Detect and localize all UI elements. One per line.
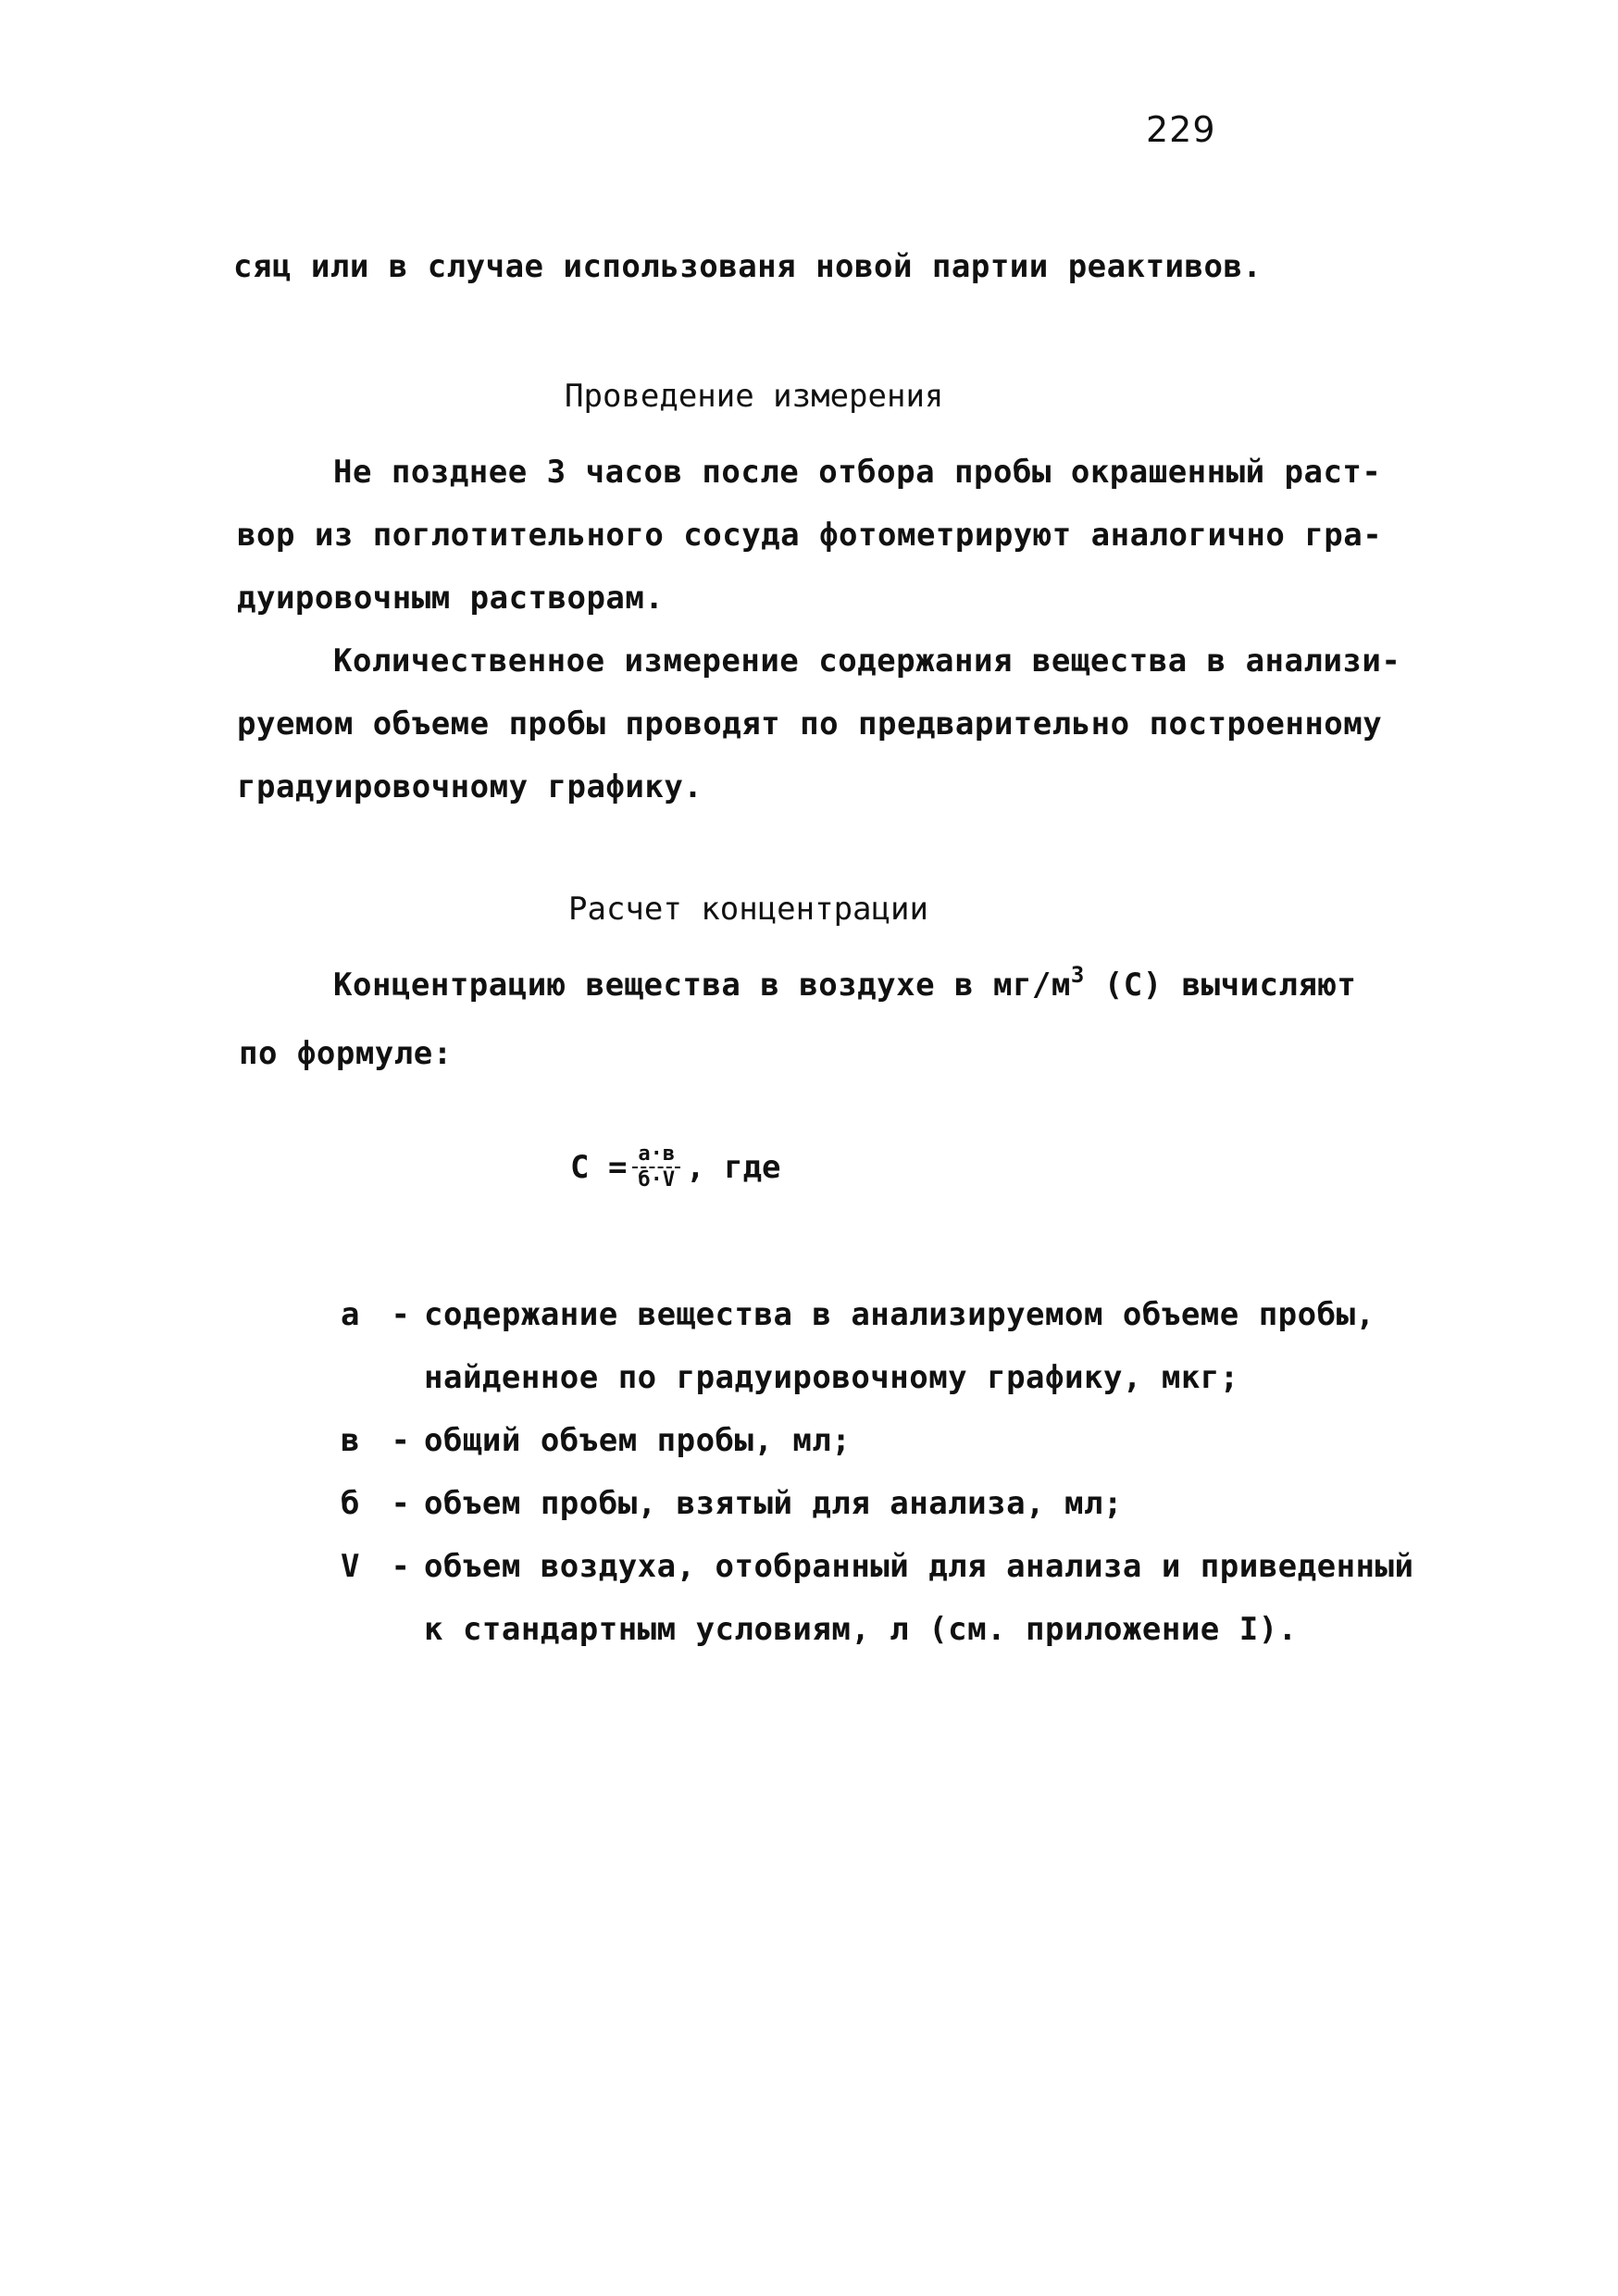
- definition-item: [341, 1296, 1375, 1333]
- definition-text: содержание вещества в анализируемом объеме пробы,: [424, 1296, 1375, 1333]
- page-number: 229: [1146, 109, 1216, 150]
- section-heading-measurement: Проведение измерения: [565, 378, 944, 415]
- definition-symbol: V: [341, 1548, 360, 1585]
- definition-text: объем пробы, взятый для анализа, мл;: [424, 1485, 1123, 1522]
- paragraph-line: градуировочному графику.: [237, 768, 703, 805]
- definition-dash: -: [391, 1422, 411, 1459]
- formula-denominator: б·V: [638, 1168, 676, 1192]
- definition-dash: -: [391, 1548, 411, 1585]
- paragraph-line: дуировочным растворам.: [237, 580, 665, 617]
- section-heading-calculation: Расчет концентрации: [568, 891, 928, 928]
- paragraph-line: вор из поглотительного сосуда фотометрируют аналогично гра-: [237, 517, 1383, 554]
- formula-fraction: [632, 1144, 680, 1191]
- formula-lhs: С =: [570, 1149, 628, 1186]
- formula: [570, 1144, 781, 1191]
- definition-item: [341, 1485, 1123, 1522]
- definition-dash: -: [391, 1296, 411, 1333]
- definition-text: объем воздуха, отобранный для анализа и приведенный: [424, 1548, 1414, 1585]
- concentration-text-tail: (С) вычисляют: [1084, 967, 1357, 1004]
- paragraph-line: руемом объеме пробы проводят по предварительно построенному: [237, 705, 1383, 742]
- definition-symbol: б: [341, 1485, 360, 1522]
- cubic-superscript: 3: [1070, 962, 1085, 988]
- formula-intro-line: по формуле:: [239, 1035, 453, 1072]
- definition-symbol: в: [341, 1422, 360, 1459]
- paragraph-line: Не позднее 3 часов после отбора пробы окрашенный раст-: [333, 454, 1382, 491]
- paragraph-line: Количественное измерение содержания вещества в анализи-: [333, 643, 1401, 680]
- definition-continuation: к стандартным условиям, л (см. приложение I).: [424, 1611, 1298, 1648]
- definition-item: [341, 1548, 1413, 1585]
- definition-symbol: а: [341, 1296, 360, 1333]
- concentration-text: Концентрацию вещества в воздухе в мг/м: [333, 967, 1071, 1004]
- definition-dash: -: [391, 1485, 411, 1522]
- formula-numerator: а·в: [632, 1144, 680, 1168]
- definition-text: общий объем пробы, мл;: [424, 1422, 852, 1459]
- concentration-line: [333, 962, 1357, 1004]
- formula-suffix: , где: [686, 1149, 781, 1186]
- definition-item: [341, 1422, 851, 1459]
- definition-continuation: найденное по градуировочному графику, мкг;: [424, 1359, 1239, 1396]
- intro-line: сяц или в случае использованя новой партии реактивов.: [233, 248, 1263, 285]
